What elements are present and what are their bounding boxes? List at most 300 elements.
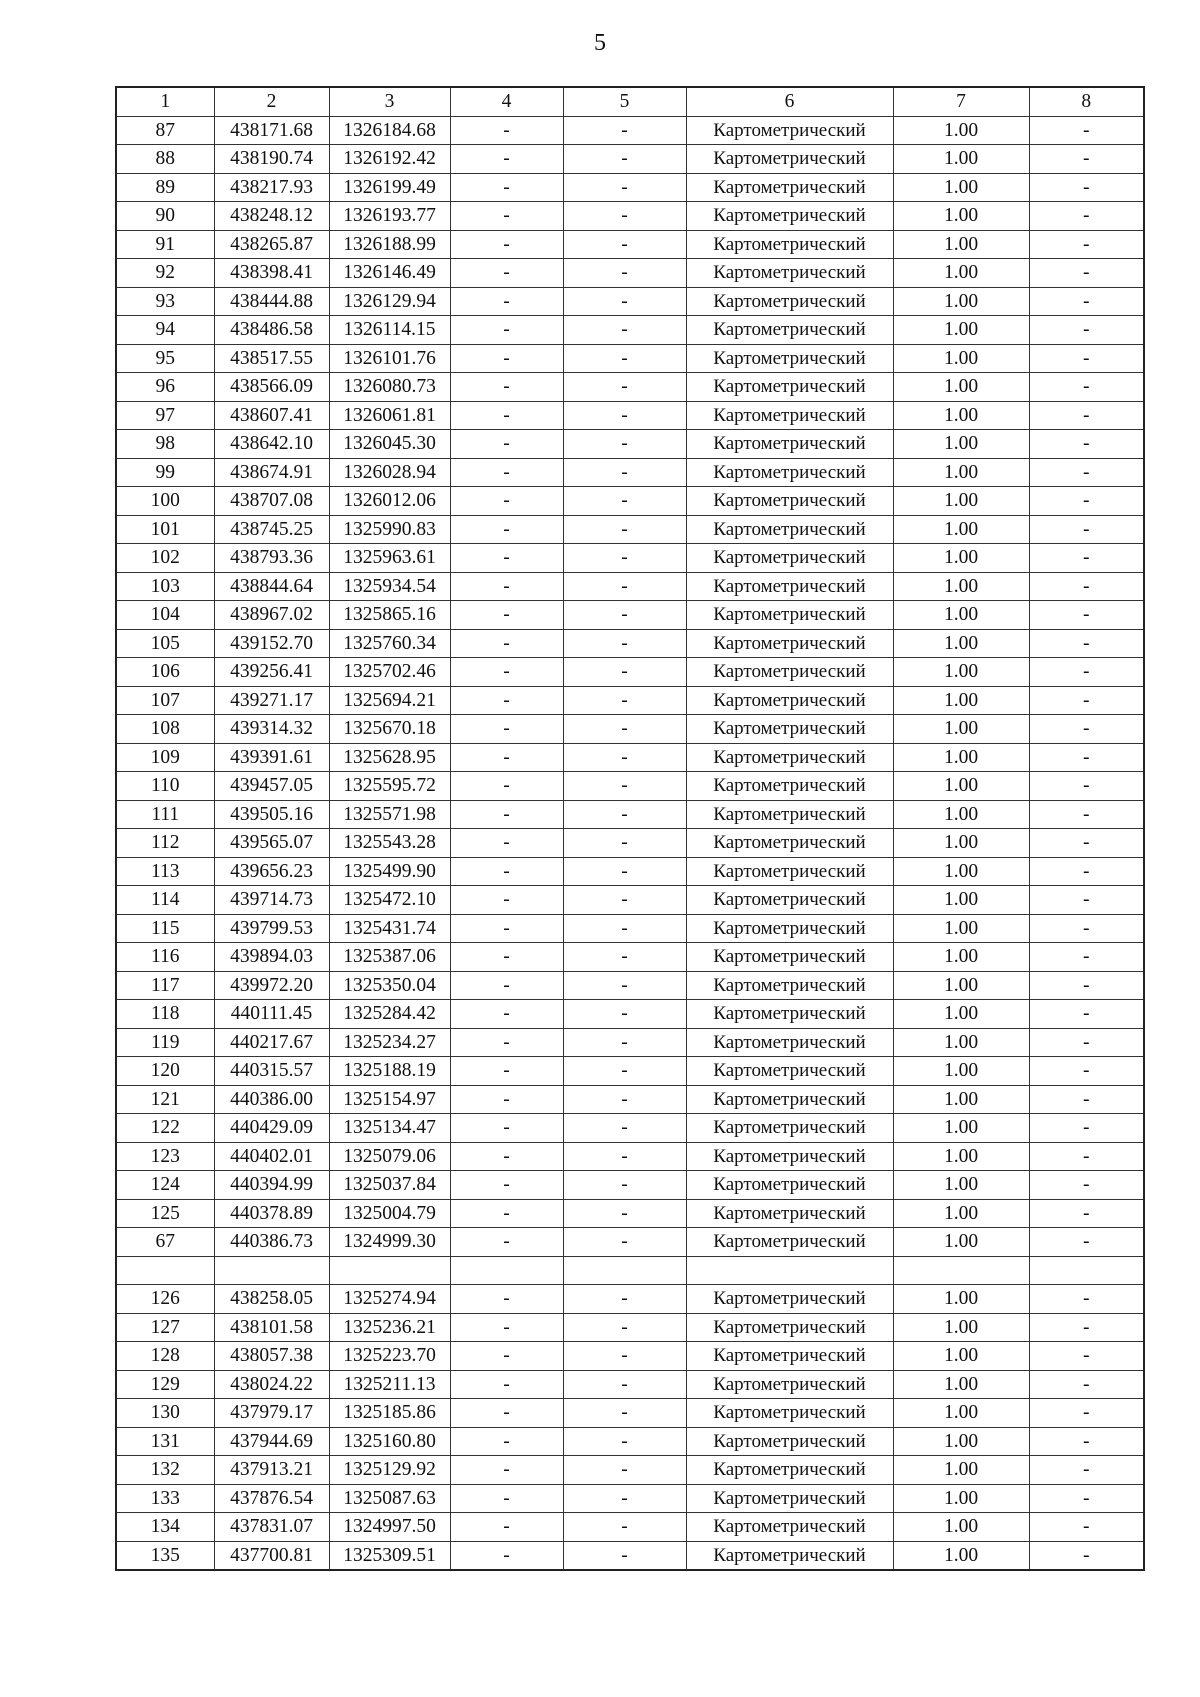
point-number-cell: 105	[116, 629, 214, 658]
col8-cell: -	[1029, 601, 1144, 630]
y-coordinate-cell: 1326080.73	[329, 373, 450, 402]
y-coordinate-cell: 1325154.97	[329, 1085, 450, 1114]
col8-cell: -	[1029, 202, 1144, 231]
accuracy-cell: 1.00	[893, 857, 1029, 886]
y-coordinate-cell: 1325760.34	[329, 629, 450, 658]
method-cell: Картометрический	[686, 601, 893, 630]
accuracy-cell: 1.00	[893, 1199, 1029, 1228]
method-cell: Картометрический	[686, 1313, 893, 1342]
col4-cell: -	[450, 1313, 563, 1342]
point-number-cell: 129	[116, 1370, 214, 1399]
col5-cell: -	[563, 971, 686, 1000]
col8-cell: -	[1029, 1513, 1144, 1542]
accuracy-cell: 1.00	[893, 572, 1029, 601]
table-row	[116, 316, 1144, 345]
point-number-cell: 104	[116, 601, 214, 630]
point-number-cell: 93	[116, 287, 214, 316]
y-coordinate-cell: 1326012.06	[329, 487, 450, 516]
point-number-cell	[116, 1256, 214, 1285]
y-coordinate-cell: 1326101.76	[329, 344, 450, 373]
col4-cell: -	[450, 1370, 563, 1399]
x-coordinate-cell: 437700.81	[214, 1541, 329, 1570]
x-coordinate-cell: 439972.20	[214, 971, 329, 1000]
method-cell	[686, 1256, 893, 1285]
method-cell: Картометрический	[686, 287, 893, 316]
table-row	[116, 515, 1144, 544]
x-coordinate-cell: 438607.41	[214, 401, 329, 430]
y-coordinate-cell: 1325543.28	[329, 829, 450, 858]
col5-cell: -	[563, 544, 686, 573]
method-cell: Картометрический	[686, 914, 893, 943]
point-number-cell: 111	[116, 800, 214, 829]
x-coordinate-cell: 440394.99	[214, 1171, 329, 1200]
accuracy-cell: 1.00	[893, 1399, 1029, 1428]
method-cell: Картометрический	[686, 458, 893, 487]
col5-cell: -	[563, 344, 686, 373]
method-cell: Картометрический	[686, 1057, 893, 1086]
table-row	[116, 202, 1144, 231]
col8-cell: -	[1029, 572, 1144, 601]
y-coordinate-cell: 1326192.42	[329, 145, 450, 174]
method-cell: Картометрический	[686, 1484, 893, 1513]
accuracy-cell: 1.00	[893, 316, 1029, 345]
x-coordinate-cell: 439256.41	[214, 658, 329, 687]
col4-cell: -	[450, 971, 563, 1000]
method-cell: Картометрический	[686, 971, 893, 1000]
table-row	[116, 1370, 1144, 1399]
accuracy-cell: 1.00	[893, 544, 1029, 573]
col4-cell: -	[450, 1285, 563, 1314]
col4-cell: -	[450, 1342, 563, 1371]
point-number-cell: 101	[116, 515, 214, 544]
point-number-cell: 94	[116, 316, 214, 345]
x-coordinate-cell: 440386.73	[214, 1228, 329, 1257]
accuracy-cell: 1.00	[893, 1057, 1029, 1086]
col8-cell: -	[1029, 1228, 1144, 1257]
col4-cell: -	[450, 1171, 563, 1200]
point-number-cell: 119	[116, 1028, 214, 1057]
col8-cell: -	[1029, 458, 1144, 487]
col8-cell: -	[1029, 344, 1144, 373]
table-body	[116, 116, 1144, 1570]
x-coordinate-cell: 438190.74	[214, 145, 329, 174]
column-header: 2	[214, 87, 329, 116]
table-row	[116, 401, 1144, 430]
x-coordinate-cell: 438217.93	[214, 173, 329, 202]
column-header: 8	[1029, 87, 1144, 116]
col4-cell: -	[450, 629, 563, 658]
x-coordinate-cell: 438057.38	[214, 1342, 329, 1371]
x-coordinate-cell: 438967.02	[214, 601, 329, 630]
y-coordinate-cell: 1325236.21	[329, 1313, 450, 1342]
method-cell: Картометрический	[686, 544, 893, 573]
col5-cell: -	[563, 173, 686, 202]
table-row	[116, 544, 1144, 573]
x-coordinate-cell: 439565.07	[214, 829, 329, 858]
col8-cell: -	[1029, 515, 1144, 544]
accuracy-cell: 1.00	[893, 401, 1029, 430]
method-cell: Картометрический	[686, 1456, 893, 1485]
x-coordinate-cell: 439457.05	[214, 772, 329, 801]
y-coordinate-cell: 1326045.30	[329, 430, 450, 459]
point-number-cell: 134	[116, 1513, 214, 1542]
table-row	[116, 1114, 1144, 1143]
table-row	[116, 1342, 1144, 1371]
col8-cell: -	[1029, 1028, 1144, 1057]
x-coordinate-cell: 438101.58	[214, 1313, 329, 1342]
table-row	[116, 914, 1144, 943]
x-coordinate-cell: 438793.36	[214, 544, 329, 573]
col5-cell: -	[563, 259, 686, 288]
table-row	[116, 1399, 1144, 1428]
col4-cell: -	[450, 515, 563, 544]
y-coordinate-cell: 1325087.63	[329, 1484, 450, 1513]
col5-cell: -	[563, 230, 686, 259]
table-row	[116, 629, 1144, 658]
header-row	[116, 87, 1144, 116]
y-coordinate-cell: 1325934.54	[329, 572, 450, 601]
x-coordinate-cell: 439799.53	[214, 914, 329, 943]
point-number-cell: 133	[116, 1484, 214, 1513]
point-number-cell: 132	[116, 1456, 214, 1485]
accuracy-cell: 1.00	[893, 202, 1029, 231]
y-coordinate-cell: 1325670.18	[329, 715, 450, 744]
col4-cell: -	[450, 1057, 563, 1086]
column-header: 1	[116, 87, 214, 116]
method-cell: Картометрический	[686, 800, 893, 829]
accuracy-cell: 1.00	[893, 1285, 1029, 1314]
x-coordinate-cell: 438642.10	[214, 430, 329, 459]
col8-cell: -	[1029, 1313, 1144, 1342]
y-coordinate-cell: 1326193.77	[329, 202, 450, 231]
x-coordinate-cell: 438171.68	[214, 116, 329, 145]
accuracy-cell: 1.00	[893, 1427, 1029, 1456]
col4-cell: -	[450, 914, 563, 943]
col8-cell: -	[1029, 1484, 1144, 1513]
table-row	[116, 1456, 1144, 1485]
method-cell: Картометрический	[686, 202, 893, 231]
col8-cell: -	[1029, 1114, 1144, 1143]
col5-cell: -	[563, 943, 686, 972]
col4-cell: -	[450, 1142, 563, 1171]
method-cell: Картометрический	[686, 373, 893, 402]
y-coordinate-cell: 1325234.27	[329, 1028, 450, 1057]
table-row	[116, 686, 1144, 715]
accuracy-cell: 1.00	[893, 1342, 1029, 1371]
col4-cell: -	[450, 401, 563, 430]
col8-cell: -	[1029, 800, 1144, 829]
accuracy-cell: 1.00	[893, 230, 1029, 259]
table-row	[116, 287, 1144, 316]
x-coordinate-cell: 438745.25	[214, 515, 329, 544]
table-row	[116, 259, 1144, 288]
point-number-cell: 91	[116, 230, 214, 259]
method-cell: Картометрический	[686, 430, 893, 459]
y-coordinate-cell: 1325211.13	[329, 1370, 450, 1399]
col8-cell: -	[1029, 1057, 1144, 1086]
col5-cell: -	[563, 316, 686, 345]
method-cell: Картометрический	[686, 515, 893, 544]
col4-cell: -	[450, 1199, 563, 1228]
method-cell: Картометрический	[686, 1085, 893, 1114]
accuracy-cell: 1.00	[893, 145, 1029, 174]
col5-cell: -	[563, 458, 686, 487]
col4-cell: -	[450, 658, 563, 687]
point-number-cell: 89	[116, 173, 214, 202]
x-coordinate-cell: 438674.91	[214, 458, 329, 487]
col8-cell: -	[1029, 259, 1144, 288]
table-row	[116, 173, 1144, 202]
col4-cell: -	[450, 259, 563, 288]
col5-cell: -	[563, 487, 686, 516]
x-coordinate-cell: 438248.12	[214, 202, 329, 231]
table-row	[116, 458, 1144, 487]
point-number-cell: 107	[116, 686, 214, 715]
point-number-cell: 103	[116, 572, 214, 601]
col8-cell: -	[1029, 1142, 1144, 1171]
col4-cell: -	[450, 316, 563, 345]
col5-cell: -	[563, 686, 686, 715]
table-row	[116, 1085, 1144, 1114]
col4-cell: -	[450, 601, 563, 630]
method-cell: Картометрический	[686, 230, 893, 259]
col5-cell: -	[563, 1142, 686, 1171]
col4-cell: -	[450, 1085, 563, 1114]
method-cell: Картометрический	[686, 1142, 893, 1171]
column-header: 5	[563, 87, 686, 116]
table-row	[116, 1313, 1144, 1342]
col4-cell: -	[450, 829, 563, 858]
table-row	[116, 1171, 1144, 1200]
accuracy-cell: 1.00	[893, 1456, 1029, 1485]
accuracy-cell: 1.00	[893, 772, 1029, 801]
point-number-cell: 87	[116, 116, 214, 145]
col5-cell: -	[563, 430, 686, 459]
method-cell: Картометрический	[686, 1541, 893, 1570]
method-cell: Картометрический	[686, 173, 893, 202]
col5-cell: -	[563, 1085, 686, 1114]
column-header: 3	[329, 87, 450, 116]
method-cell: Картометрический	[686, 1513, 893, 1542]
point-number-cell: 125	[116, 1199, 214, 1228]
col8-cell: -	[1029, 1199, 1144, 1228]
y-coordinate-cell: 1325472.10	[329, 886, 450, 915]
col5-cell	[563, 1256, 686, 1285]
table-row	[116, 772, 1144, 801]
y-coordinate-cell: 1325499.90	[329, 857, 450, 886]
point-number-cell: 118	[116, 1000, 214, 1029]
col4-cell: -	[450, 1513, 563, 1542]
y-coordinate-cell: 1325160.80	[329, 1427, 450, 1456]
accuracy-cell: 1.00	[893, 800, 1029, 829]
col5-cell: -	[563, 1313, 686, 1342]
x-coordinate-cell: 437876.54	[214, 1484, 329, 1513]
col8-cell: -	[1029, 772, 1144, 801]
accuracy-cell: 1.00	[893, 487, 1029, 516]
col8-cell: -	[1029, 173, 1144, 202]
col4-cell	[450, 1256, 563, 1285]
accuracy-cell: 1.00	[893, 715, 1029, 744]
accuracy-cell: 1.00	[893, 515, 1029, 544]
table-row	[116, 230, 1144, 259]
method-cell: Картометрический	[686, 1342, 893, 1371]
col8-cell: -	[1029, 629, 1144, 658]
col5-cell: -	[563, 1199, 686, 1228]
y-coordinate-cell: 1325037.84	[329, 1171, 450, 1200]
point-number-cell: 106	[116, 658, 214, 687]
col8-cell	[1029, 1256, 1144, 1285]
table-row	[116, 971, 1144, 1000]
col8-cell: -	[1029, 971, 1144, 1000]
col4-cell: -	[450, 1028, 563, 1057]
col8-cell: -	[1029, 943, 1144, 972]
y-coordinate-cell: 1326184.68	[329, 116, 450, 145]
x-coordinate-cell	[214, 1256, 329, 1285]
col5-cell: -	[563, 658, 686, 687]
method-cell: Картометрический	[686, 715, 893, 744]
point-number-cell: 122	[116, 1114, 214, 1143]
col5-cell: -	[563, 1028, 686, 1057]
accuracy-cell: 1.00	[893, 1142, 1029, 1171]
table-row	[116, 1256, 1144, 1285]
col4-cell: -	[450, 544, 563, 573]
x-coordinate-cell: 438707.08	[214, 487, 329, 516]
x-coordinate-cell: 439714.73	[214, 886, 329, 915]
col5-cell: -	[563, 1399, 686, 1428]
col5-cell: -	[563, 1484, 686, 1513]
y-coordinate-cell: 1325284.42	[329, 1000, 450, 1029]
point-number-cell: 88	[116, 145, 214, 174]
col5-cell: -	[563, 1057, 686, 1086]
col5-cell: -	[563, 202, 686, 231]
method-cell: Картометрический	[686, 829, 893, 858]
col4-cell: -	[450, 1484, 563, 1513]
y-coordinate-cell: 1325129.92	[329, 1456, 450, 1485]
accuracy-cell: 1.00	[893, 287, 1029, 316]
accuracy-cell: 1.00	[893, 658, 1029, 687]
y-coordinate-cell: 1325185.86	[329, 1399, 450, 1428]
col5-cell: -	[563, 287, 686, 316]
point-number-cell: 117	[116, 971, 214, 1000]
y-coordinate-cell: 1325274.94	[329, 1285, 450, 1314]
point-number-cell: 109	[116, 743, 214, 772]
table-row	[116, 800, 1144, 829]
method-cell: Картометрический	[686, 116, 893, 145]
method-cell: Картометрический	[686, 1427, 893, 1456]
x-coordinate-cell: 440315.57	[214, 1057, 329, 1086]
col5-cell: -	[563, 1370, 686, 1399]
y-coordinate-cell: 1325350.04	[329, 971, 450, 1000]
method-cell: Картометрический	[686, 686, 893, 715]
point-number-cell: 127	[116, 1313, 214, 1342]
y-coordinate-cell: 1326199.49	[329, 173, 450, 202]
accuracy-cell: 1.00	[893, 1513, 1029, 1542]
table-row	[116, 1228, 1144, 1257]
y-coordinate-cell: 1325309.51	[329, 1541, 450, 1570]
col5-cell: -	[563, 1456, 686, 1485]
col4-cell: -	[450, 116, 563, 145]
y-coordinate-cell: 1325990.83	[329, 515, 450, 544]
table-row	[116, 1484, 1144, 1513]
y-coordinate-cell: 1325223.70	[329, 1342, 450, 1371]
table-row	[116, 1541, 1144, 1570]
point-number-cell: 90	[116, 202, 214, 231]
x-coordinate-cell: 438258.05	[214, 1285, 329, 1314]
col5-cell: -	[563, 1114, 686, 1143]
column-header: 4	[450, 87, 563, 116]
point-number-cell: 131	[116, 1427, 214, 1456]
point-number-cell: 121	[116, 1085, 214, 1114]
table-row	[116, 1427, 1144, 1456]
col5-cell: -	[563, 857, 686, 886]
col5-cell: -	[563, 515, 686, 544]
accuracy-cell: 1.00	[893, 743, 1029, 772]
y-coordinate-cell: 1324999.30	[329, 1228, 450, 1257]
col4-cell: -	[450, 943, 563, 972]
x-coordinate-cell: 439894.03	[214, 943, 329, 972]
table-row	[116, 1199, 1144, 1228]
col8-cell: -	[1029, 316, 1144, 345]
col4-cell: -	[450, 458, 563, 487]
col8-cell: -	[1029, 743, 1144, 772]
table-row	[116, 715, 1144, 744]
page-number: 5	[594, 30, 606, 56]
method-cell: Картометрический	[686, 1228, 893, 1257]
point-number-cell: 120	[116, 1057, 214, 1086]
accuracy-cell: 1.00	[893, 914, 1029, 943]
col4-cell: -	[450, 145, 563, 174]
accuracy-cell: 1.00	[893, 1484, 1029, 1513]
col5-cell: -	[563, 1541, 686, 1570]
accuracy-cell	[893, 1256, 1029, 1285]
col4-cell: -	[450, 1427, 563, 1456]
method-cell: Картометрический	[686, 316, 893, 345]
table-row	[116, 1028, 1144, 1057]
col8-cell: -	[1029, 857, 1144, 886]
table-row	[116, 1285, 1144, 1314]
col5-cell: -	[563, 1513, 686, 1542]
point-number-cell: 97	[116, 401, 214, 430]
x-coordinate-cell: 439656.23	[214, 857, 329, 886]
y-coordinate-cell: 1326061.81	[329, 401, 450, 430]
col5-cell: -	[563, 1342, 686, 1371]
col5-cell: -	[563, 601, 686, 630]
x-coordinate-cell: 437831.07	[214, 1513, 329, 1542]
y-coordinate-cell: 1325628.95	[329, 743, 450, 772]
col8-cell: -	[1029, 1342, 1144, 1371]
accuracy-cell: 1.00	[893, 1085, 1029, 1114]
x-coordinate-cell: 437979.17	[214, 1399, 329, 1428]
col8-cell: -	[1029, 1000, 1144, 1029]
point-number-cell: 112	[116, 829, 214, 858]
point-number-cell: 110	[116, 772, 214, 801]
x-coordinate-cell: 437944.69	[214, 1427, 329, 1456]
col4-cell: -	[450, 857, 563, 886]
point-number-cell: 116	[116, 943, 214, 972]
col8-cell: -	[1029, 145, 1144, 174]
y-coordinate-cell: 1324997.50	[329, 1513, 450, 1542]
method-cell: Картометрический	[686, 344, 893, 373]
accuracy-cell: 1.00	[893, 1313, 1029, 1342]
col8-cell: -	[1029, 1427, 1144, 1456]
x-coordinate-cell: 438265.87	[214, 230, 329, 259]
accuracy-cell: 1.00	[893, 430, 1029, 459]
table-row	[116, 1000, 1144, 1029]
col8-cell: -	[1029, 230, 1144, 259]
x-coordinate-cell: 438024.22	[214, 1370, 329, 1399]
col4-cell: -	[450, 772, 563, 801]
method-cell: Картометрический	[686, 259, 893, 288]
